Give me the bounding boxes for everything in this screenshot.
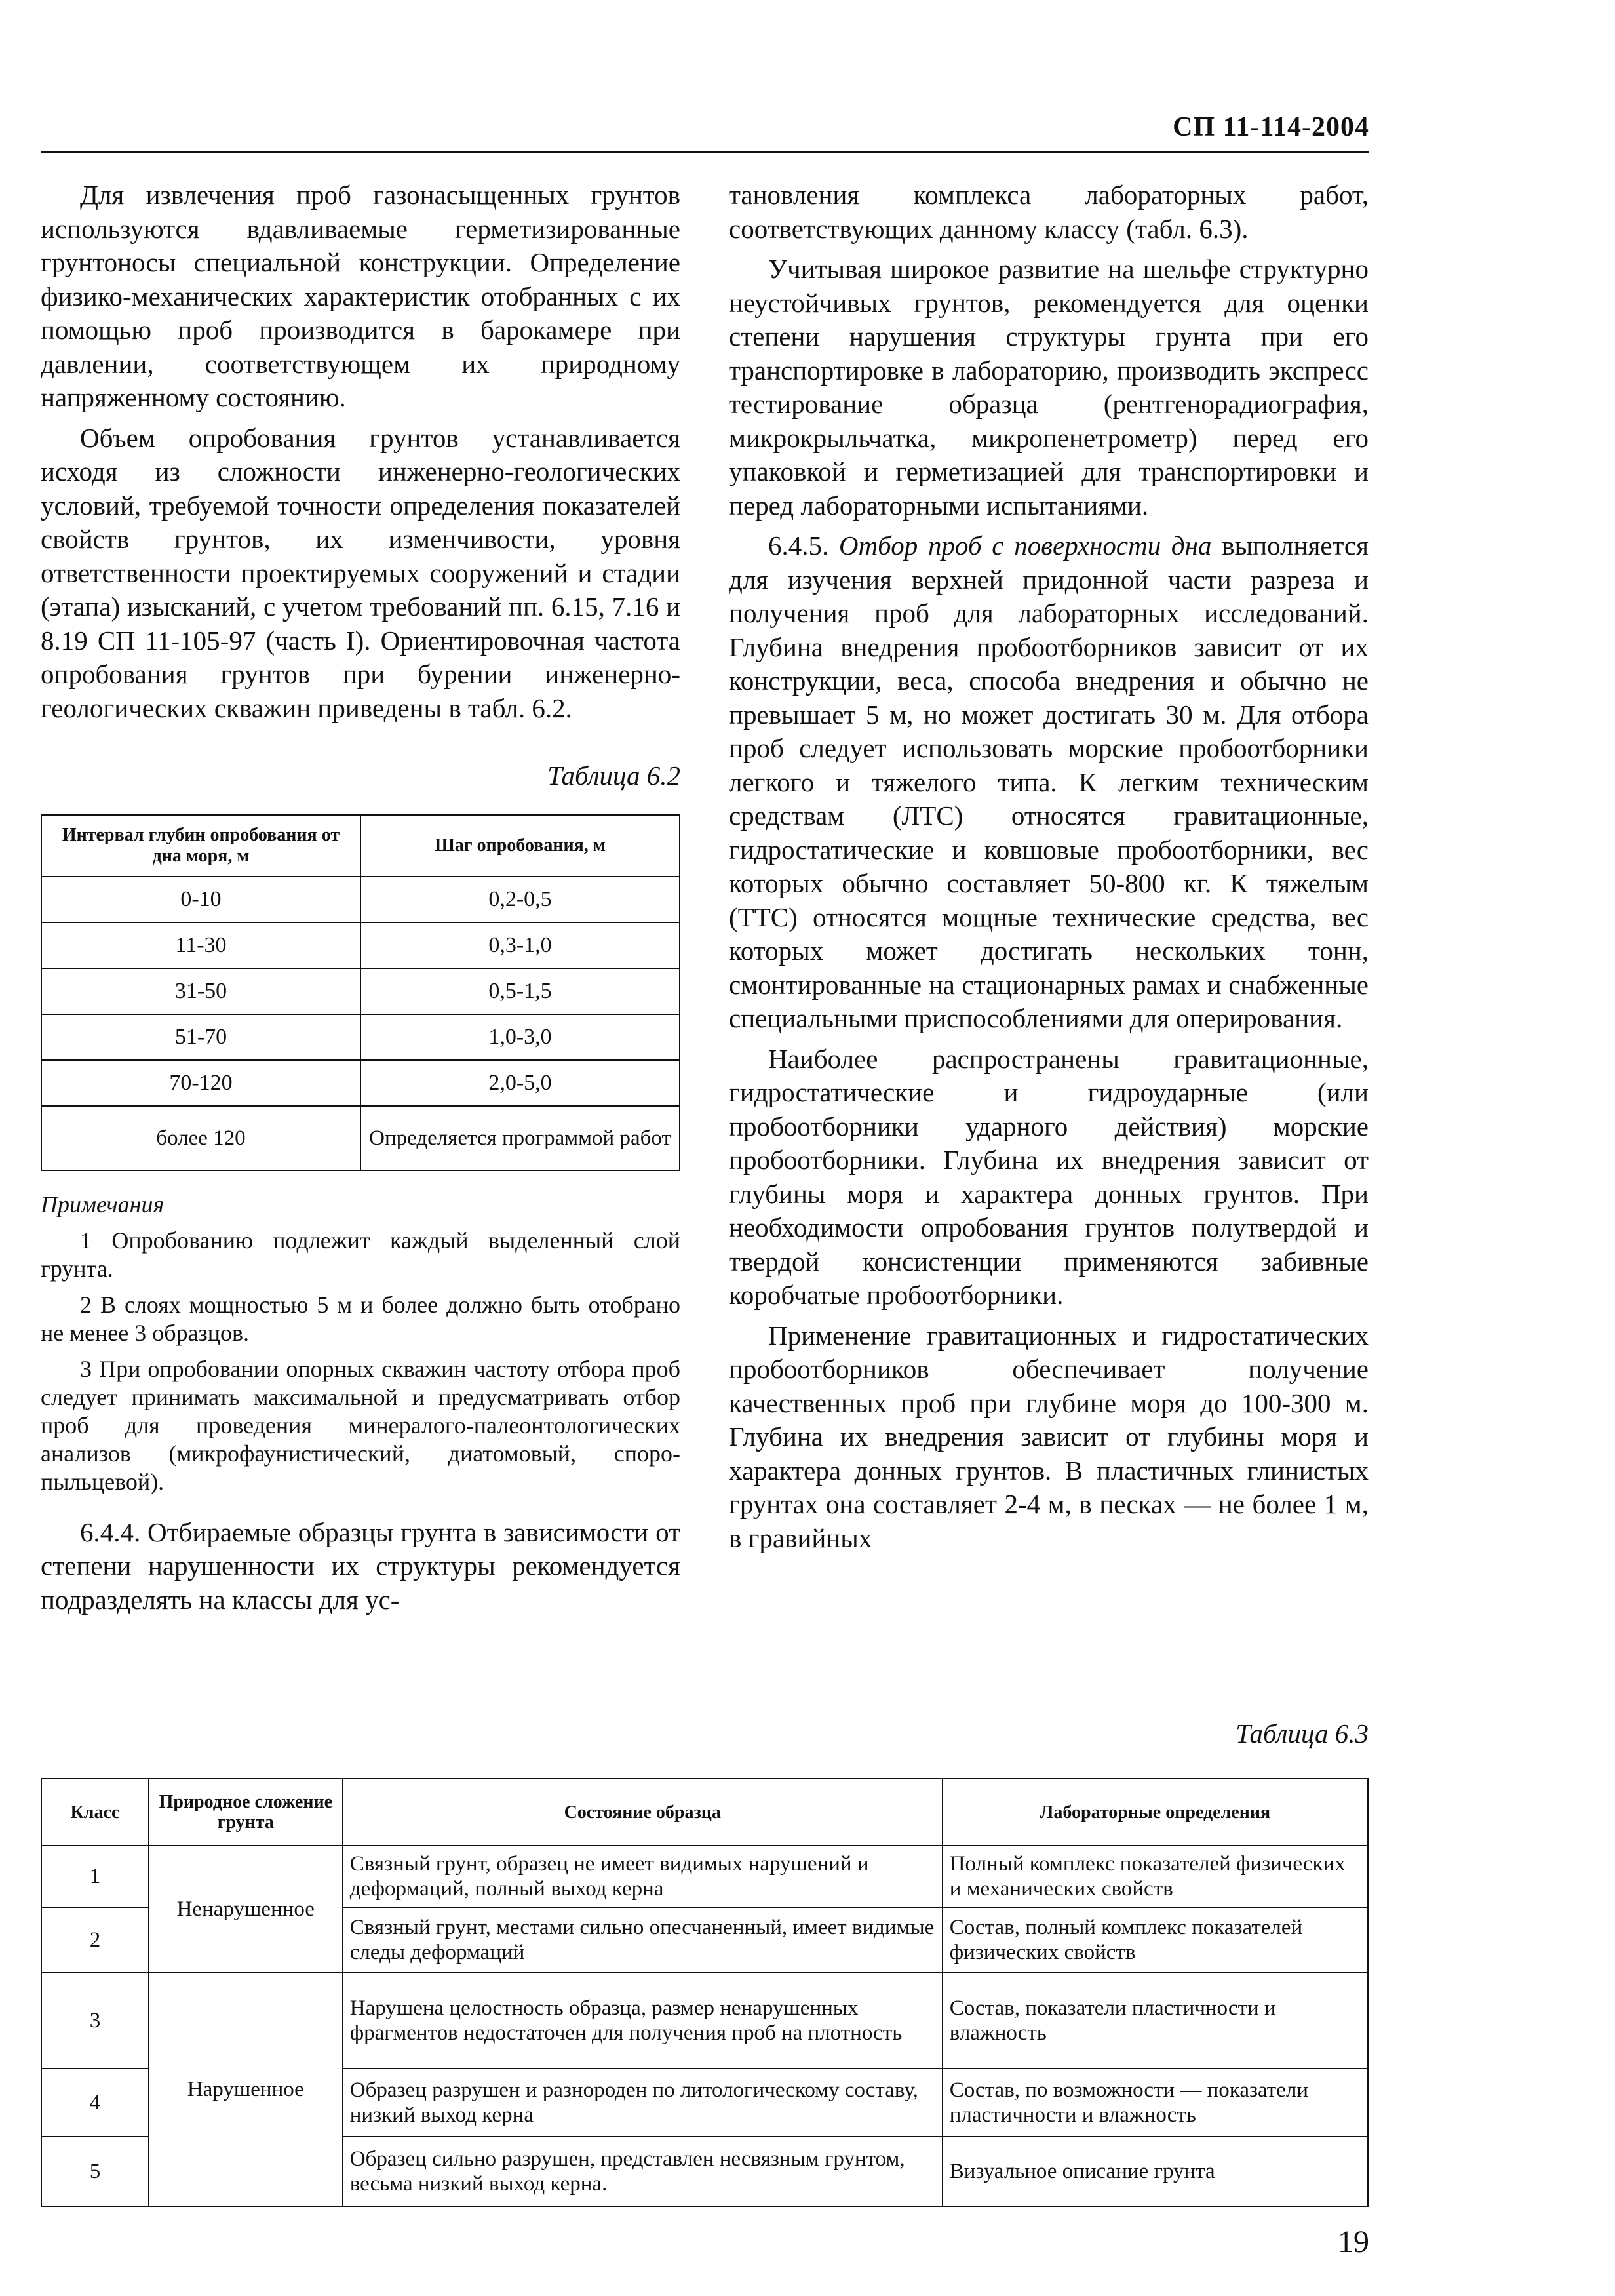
table-row <box>41 922 680 968</box>
section-text: выполняется для изучения верхней придонной части разреза и получения проб для лабораторных исследований. Глубина внедрения пробоотборников зависит от их конструкции, веса, способа внедрения и обычно не превышает 5 м, но может достигать 30 м. Для отбора проб следует использовать морские пробоотборники легкого и тяжелого типа. К легким техническим средствам (ЛТС) относятся гравитационные, гидростатические и ковшовые пробоотборники, вес которых обычно составляет 50-800 кг. К тяжелым (ТТС) относятся мощные технические средства, вес которых может достигать нескольких тонн, смонтированные на стационарных рамах и снабженные специальными приспособлениями для оперирования. <box>729 530 1369 1033</box>
table-row <box>41 1060 680 1106</box>
table-header: Класс <box>41 1779 149 1846</box>
table-cell: Нарушена целостность образца, размер ненарушенных фрагментов недостаточен для получения проб на плотность <box>343 1973 943 2068</box>
table-header: Лабораторные определения <box>943 1779 1368 1846</box>
table-cell: Ненарушенное <box>149 1846 343 1973</box>
table-row <box>41 968 680 1014</box>
table-cell: Состав, полный комплекс показателей физических свойств <box>943 1907 1368 1973</box>
table-cell: 31-50 <box>41 968 360 1014</box>
left-column <box>41 178 680 1617</box>
table-cell: 0,2-0,5 <box>360 877 680 922</box>
table-header: Состояние образца <box>343 1779 943 1846</box>
table-cell: Визуальное описание грунта <box>943 2137 1368 2206</box>
table-cell: 70-120 <box>41 1060 360 1106</box>
paragraph: Объем опробования грунтов устанавливается исходя из сложности инженерно-геологических условий, требуемой точности определения показателей свойств грунтов, их изменчивости, уровня ответственности проектируемых сооружений и стадии (этапа) изысканий, с учетом требований пп. 6.15, 7.16 и 8.19 СП 11-105-97 (часть I). Ориентировочная частота опробования грунтов при бурении инженерно-геологических скважин приведены в табл. 6.2. <box>41 422 680 723</box>
paragraph-6-4-5 <box>729 529 1369 1036</box>
table-cell: Связный грунт, местами сильно опесчаненный, имеет видимые следы деформаций <box>343 1907 943 1973</box>
table-cell: Определяется программой работ <box>360 1106 680 1170</box>
notes-heading: Примечания <box>41 1191 165 1217</box>
table-cell: Образец сильно разрушен, представлен несвязным грунтом, весьма низкий выход керна. <box>343 2137 943 2206</box>
note: 1 Опробованию подлежит каждый выделенный слой грунта. <box>41 1227 680 1282</box>
table-cell: 1,0-3,0 <box>360 1014 680 1060</box>
page-number: 19 <box>1338 2225 1369 2259</box>
table-cell: 1 <box>41 1846 149 1907</box>
table-cell: Полный комплекс показателей физических и механических свойств <box>943 1846 1368 1907</box>
paragraph: 6.4.4. Отбираемые образцы грунта в зависимости от степени нарушенности их структуры рекомендуется подразделять на классы для ус- <box>41 1516 680 1615</box>
section-title: Отбор проб с поверхности дна <box>838 530 1212 561</box>
paragraph: Для извлечения проб газонасыщенных грунтов используются вдавливаемые герметизированные грунтоносы специальной конструкции. Определение физико-механических характеристик отобранных с их помощью проб производится в барокамере при давлении, соответствующем их природному напряженному состоянию. <box>41 180 680 412</box>
table-cell: более 120 <box>41 1106 360 1170</box>
table-6-2-caption: Таблица 6.2 <box>547 761 680 791</box>
table-cell: 3 <box>41 1973 149 2068</box>
table-cell: Состав, показатели пластичности и влажность <box>943 1973 1368 2068</box>
table-cell: 4 <box>41 2068 149 2137</box>
table-cell: 2 <box>41 1907 149 1973</box>
table-notes <box>41 1191 680 1496</box>
table-cell: Нарушенное <box>149 1973 343 2206</box>
note: 2 В слоях мощностью 5 м и более должно быть отобрано не менее 3 образцов. <box>41 1291 680 1346</box>
table-header: Природное сложение грунта <box>149 1779 343 1846</box>
note: 3 При опробовании опорных скважин частоту отбора проб следует принимать максимальной и предусматривать отбор проб для проведения минералого-палеонтологических анализов (микрофаунистический, диатомовый, споро-пыльцевой). <box>41 1355 680 1495</box>
table-cell: Связный грунт, образец не имеет видимых нарушений и деформаций, полный выход керна <box>343 1846 943 1907</box>
table-6-2 <box>41 814 680 1171</box>
table-row <box>41 1973 1368 2068</box>
table-cell: Образец разрушен и разнороден по литологическому составу, низкий выход керна <box>343 2068 943 2137</box>
table-row <box>41 1846 1368 1907</box>
table-cell: 2,0-5,0 <box>360 1060 680 1106</box>
header-divider <box>41 151 1369 153</box>
table-row <box>41 1106 680 1170</box>
table-row <box>41 877 680 922</box>
paragraph: Учитывая широкое развитие на шельфе структурно неустойчивых грунтов, рекомендуется для оценки степени нарушения структуры грунта при его транспортировке в лабораторию, производить экспресс тестирование образца (рентгенорадиография, микрокрыльчатка, микропенетрометр) перед его упаковкой и герметизацией для транспортировки и перед лабораторными испытаниями. <box>729 254 1369 521</box>
table-header: Шаг опробования, м <box>360 815 680 877</box>
table-cell: 0,5-1,5 <box>360 968 680 1014</box>
document-code: СП 11-114-2004 <box>1173 112 1369 142</box>
table-cell: 51-70 <box>41 1014 360 1060</box>
table-cell: Состав, по возможности — показатели пластичности и влажность <box>943 2068 1368 2137</box>
paragraph: Применение гравитационных и гидростатических пробоотборников обеспечивает получение качественных проб при глубине моря до 100-300 м. Глубина их внедрения зависит от глубины моря и характера донных грунтов. В пластичных глинистых грунтах она составляет 2-4 м, в песках — не более 1 м, в гравийных <box>729 1320 1369 1553</box>
right-column <box>729 178 1369 1555</box>
table-cell: 0,3-1,0 <box>360 922 680 968</box>
table-header: Интервал глубин опробования от дна моря, м <box>41 815 360 877</box>
table-cell: 0-10 <box>41 877 360 922</box>
table-cell: 5 <box>41 2137 149 2206</box>
table-6-3-caption: Таблица 6.3 <box>1236 1718 1369 1749</box>
table-cell: 11-30 <box>41 922 360 968</box>
table-row <box>41 1014 680 1060</box>
table-6-3 <box>41 1778 1369 2207</box>
paragraph: Наиболее распространены гравитационные, гидростатические и гидроударные (или пробоотборники ударного действия) морские пробоотборники. Глубина их внедрения зависит от глубины моря и характера донных грунтов. При необходимости опробования грунтов полутвердой и твердой консистенции применяются забивные коробчатые пробоотборники. <box>729 1043 1369 1310</box>
paragraph: тановления комплекса лабораторных работ, соответствующих данному классу (табл. 6.3). <box>729 180 1369 244</box>
section-number: 6.4.5. <box>768 530 829 561</box>
